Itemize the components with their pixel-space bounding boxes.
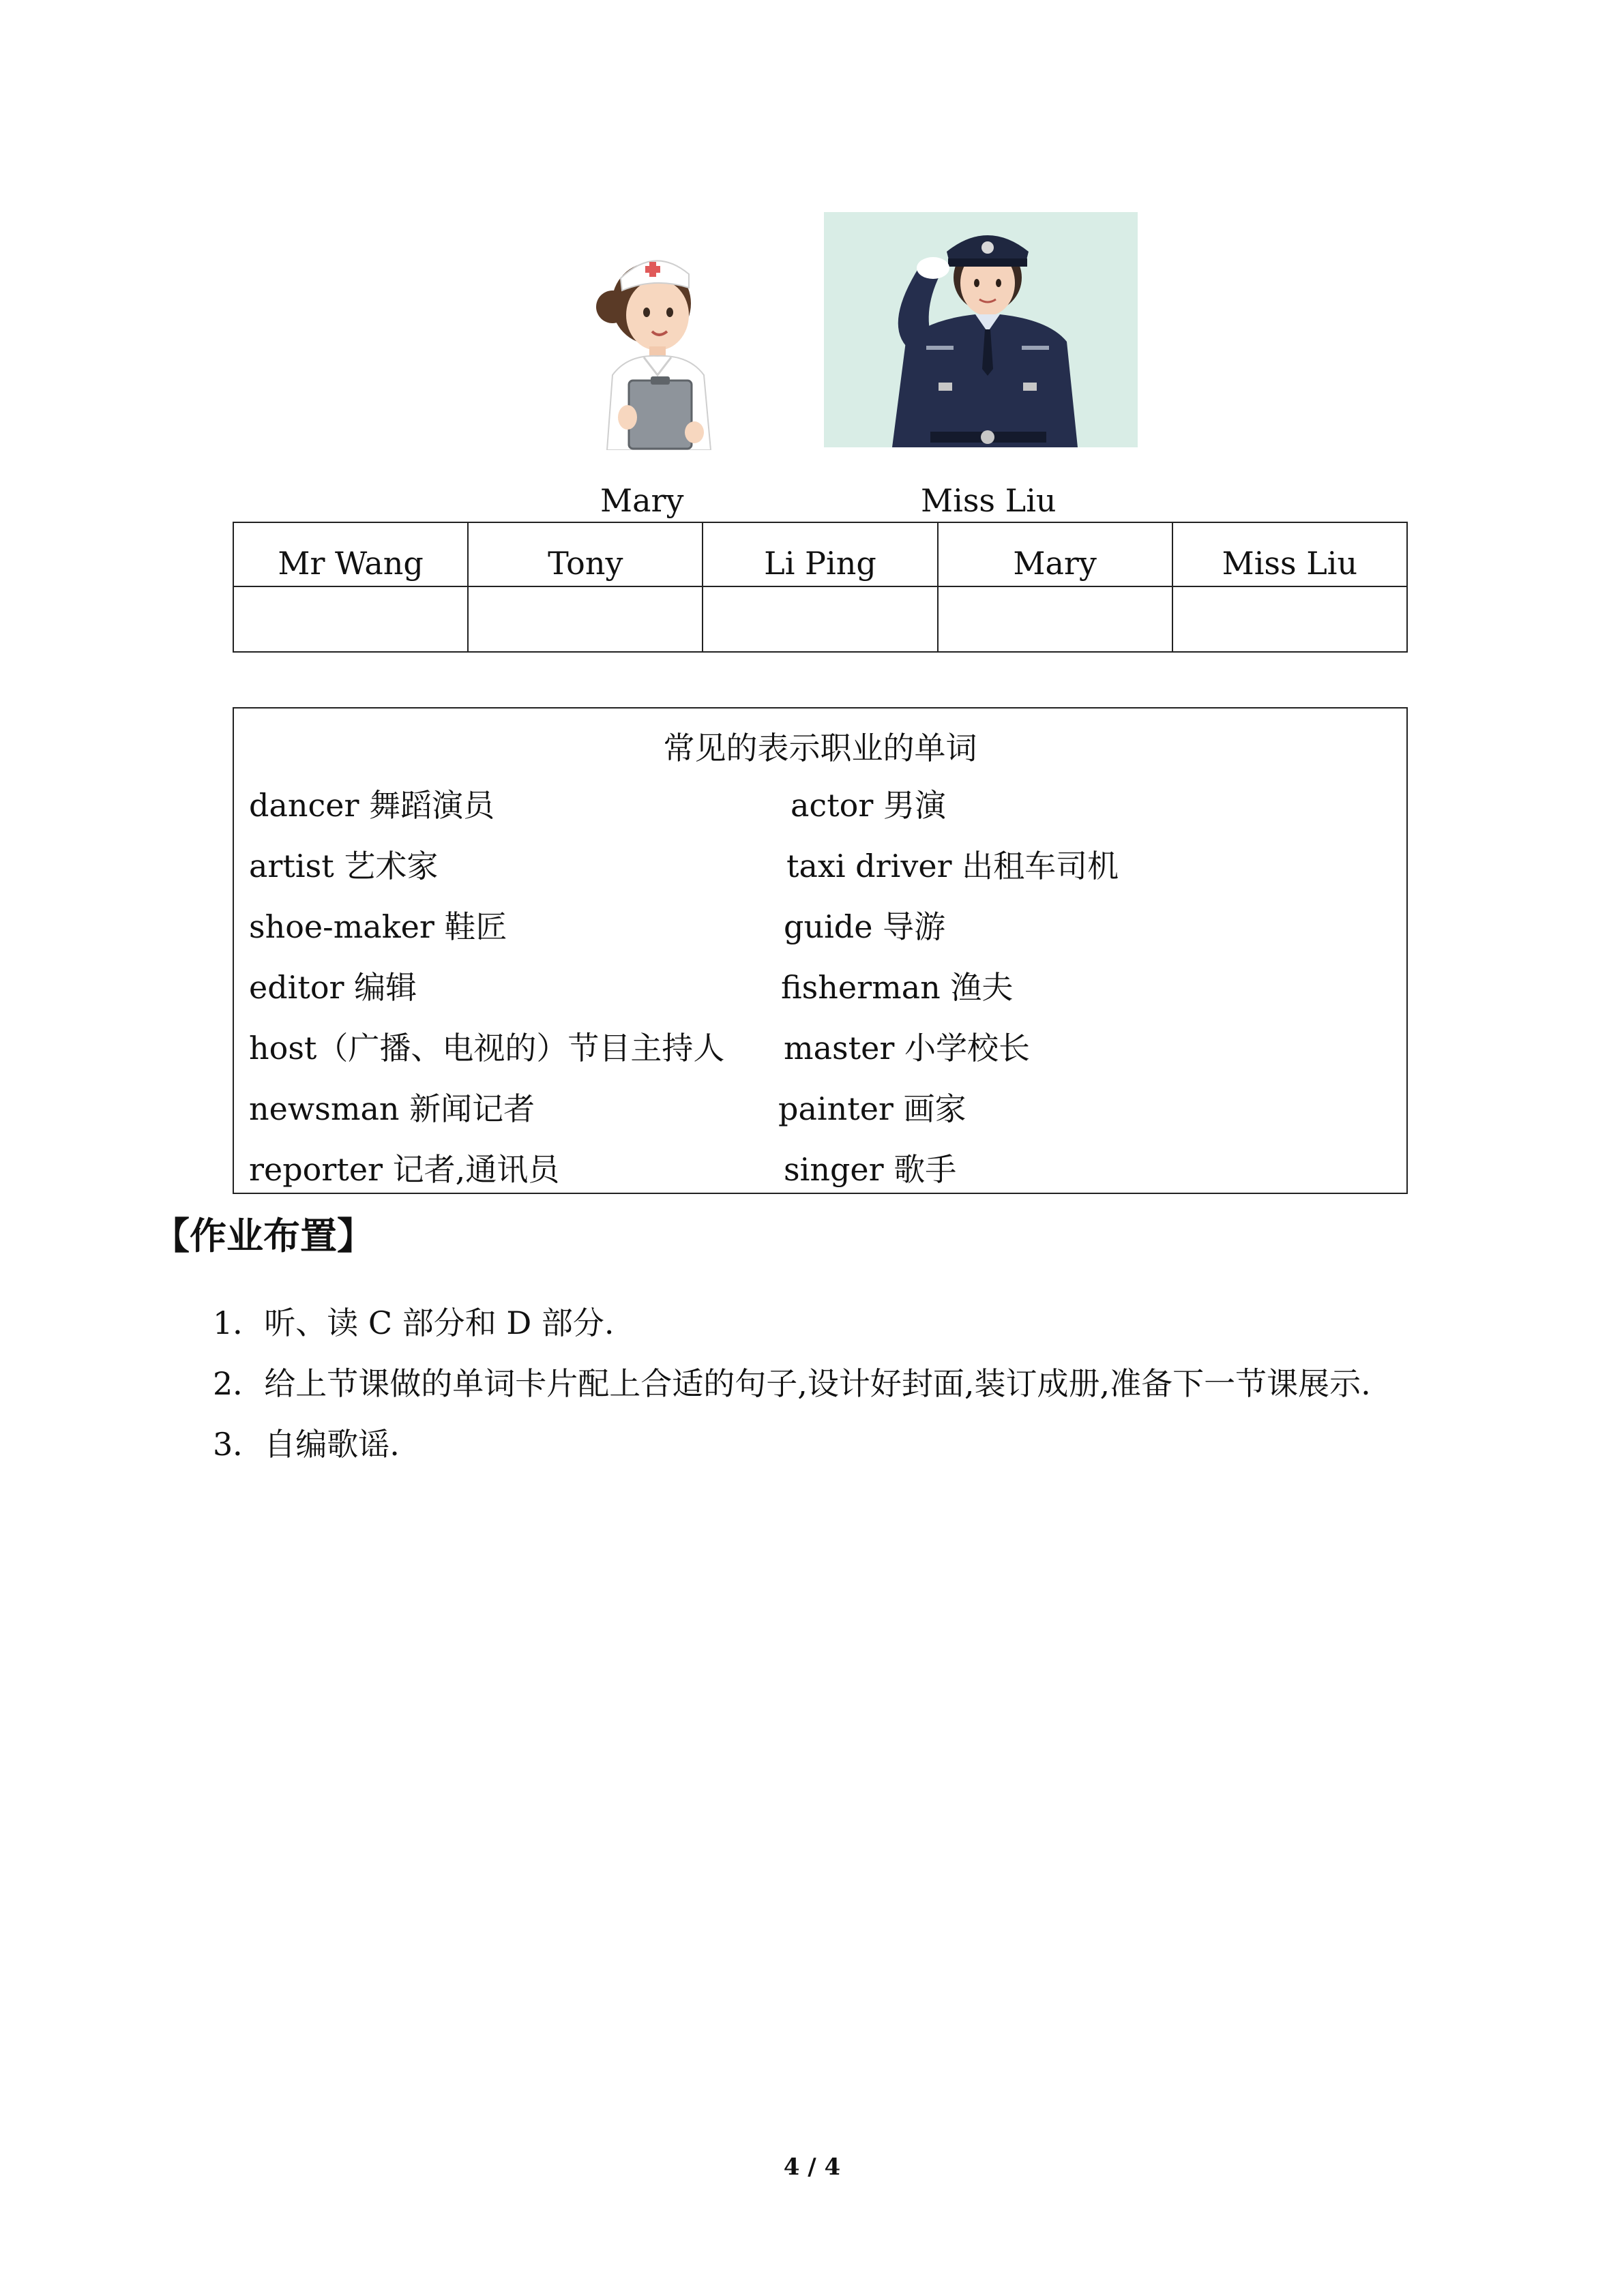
table-answer-cell[interactable] <box>938 586 1172 652</box>
vocab-item-left: host（广播、电视的）节目主持人 <box>249 1030 725 1067</box>
nurse-illustration <box>587 239 730 450</box>
vocab-item-right: master 小学校长 <box>784 1030 1030 1067</box>
table-header-cell: Miss Liu <box>1172 522 1407 586</box>
table-header-row <box>233 522 1407 586</box>
table-header-cell: Mary <box>938 522 1172 586</box>
vocab-item-left: dancer 舞蹈演员 <box>249 787 495 824</box>
table-answer-cell[interactable] <box>1172 586 1407 652</box>
vocab-item-left: editor 编辑 <box>249 969 417 1006</box>
vocab-item-right: singer 歌手 <box>784 1151 957 1188</box>
vocab-item-left: reporter 记者,通讯员 <box>249 1151 560 1188</box>
homework-item: 1．听、读 C 部分和 D 部分. <box>213 1304 615 1341</box>
police-officer-illustration <box>824 212 1138 447</box>
vocab-item-right: actor 男演 <box>791 787 946 824</box>
homework-item: 2．给上节课做的单词卡片配上合适的句子,设计好封面,装订成册,准备下一节课展示. <box>213 1365 1371 1402</box>
vocab-item-right: taxi driver 出租车司机 <box>786 848 1119 884</box>
vocabulary-title: 常见的表示职业的单词 <box>663 730 977 766</box>
table-header-cell: Li Ping <box>703 522 937 586</box>
vocab-item-right: painter 画家 <box>778 1090 966 1127</box>
vocab-item-right: fisherman 渔夫 <box>781 969 1014 1006</box>
vocab-item-left: shoe-maker 鞋匠 <box>249 908 507 945</box>
table-header-cell: Mr Wang <box>233 522 468 586</box>
page-number: 4 / 4 <box>783 2153 841 2181</box>
table-header-cell: Tony <box>468 522 703 586</box>
table-answer-cell[interactable] <box>233 586 468 652</box>
caption-mary: Mary <box>600 482 684 519</box>
homework-item: 3．自编歌谣. <box>213 1426 400 1463</box>
table-answer-cell[interactable] <box>468 586 703 652</box>
caption-miss-liu: Miss Liu <box>921 482 1057 519</box>
table-answer-cell[interactable] <box>703 586 937 652</box>
table-answer-row <box>233 586 1407 652</box>
name-matching-table <box>233 522 1408 653</box>
vocab-item-right: guide 导游 <box>784 908 946 945</box>
vocab-item-left: newsman 新闻记者 <box>249 1090 535 1127</box>
vocab-item-left: artist 艺术家 <box>249 848 439 884</box>
homework-heading: 【作业布置】 <box>153 1214 374 1257</box>
vocabulary-box <box>233 707 1408 1194</box>
